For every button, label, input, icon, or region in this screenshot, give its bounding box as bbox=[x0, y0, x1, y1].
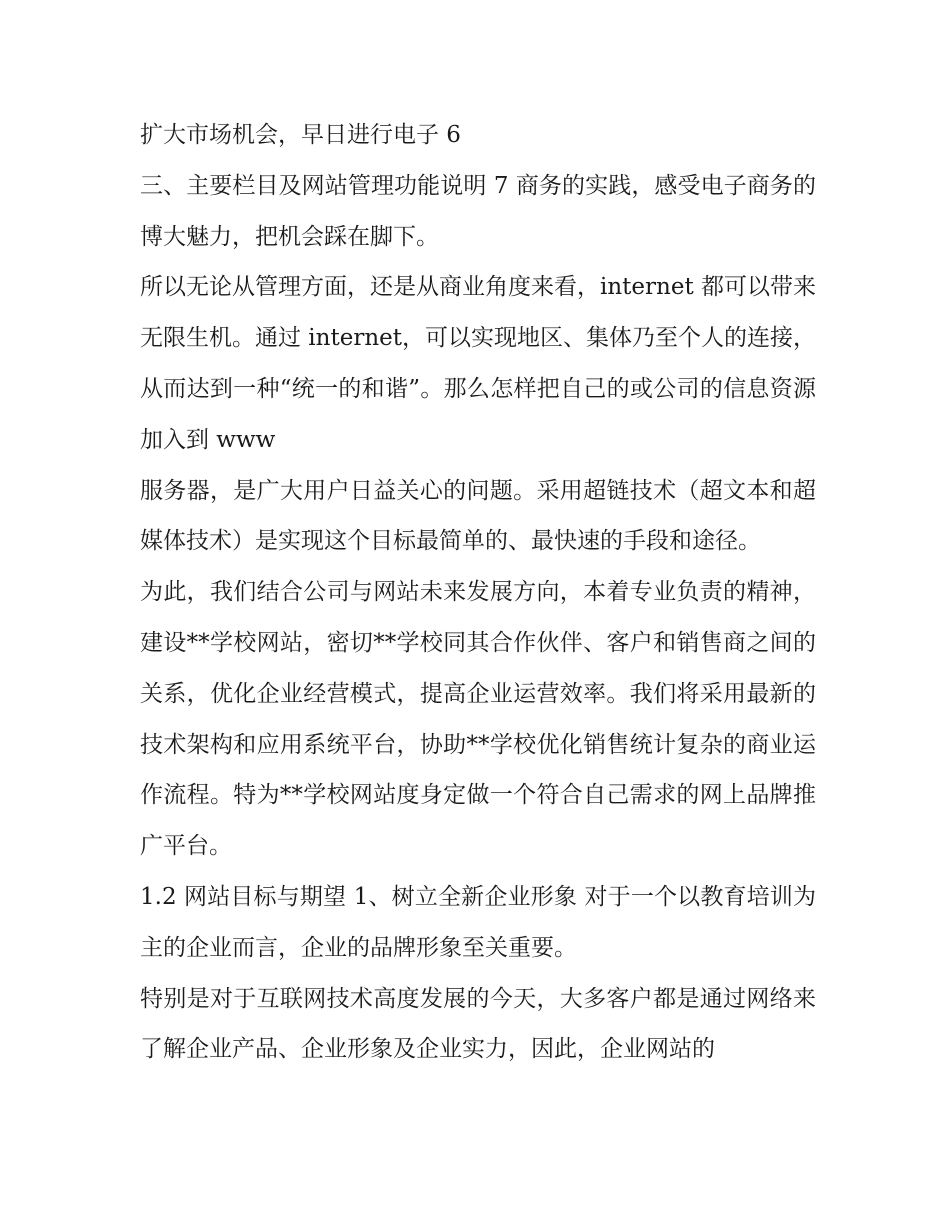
document-body bbox=[140, 110, 816, 1075]
paragraph: 1.2 网站目标与期望 1、树立全新企业形象 对于一个以教育培训为主的企业而言，企业的品牌形象至关重要。 bbox=[140, 883, 816, 961]
paragraph: 特别是对于互联网技术高度发展的今天，大多客户都是通过网络来了解企业产品、企业形象及企业实力，因此，企业网站的 bbox=[140, 985, 816, 1063]
paragraph: 所以无论从管理方面，还是从商业角度来看，internet 都可以带来无限生机。通过 internet，可以实现地区、集体乃至个人的连接，从而达到一种“统一的和谐”。那么怎样把自己的或公司的信息资源加入到 www bbox=[140, 274, 816, 453]
paragraph: 三、主要栏目及网站管理功能说明 7 商务的实践，感受电子商务的博大魅力，把机会踩在脚下。 bbox=[140, 172, 816, 250]
paragraph: 扩大市场机会，早日进行电子 6 bbox=[140, 122, 461, 148]
paragraph: 服务器，是广大用户日益关心的问题。采用超链技术（超文本和超媒体技术）是实现这个目标最简单的、最快速的手段和途径。 bbox=[140, 477, 816, 555]
paragraph: 为此，我们结合公司与网站未来发展方向，本着专业负责的精神，建设**学校网站，密切**学校同其合作伙伴、客户和销售商之间的关系，优化企业经营模式，提高企业运营效率。我们将采用最新的技术架构和应用系统平台，协助**学校优化销售统计复杂的商业运作流程。特为**学校网站度身定做一个符合自己需求的网上品牌推广平台。 bbox=[140, 579, 816, 860]
